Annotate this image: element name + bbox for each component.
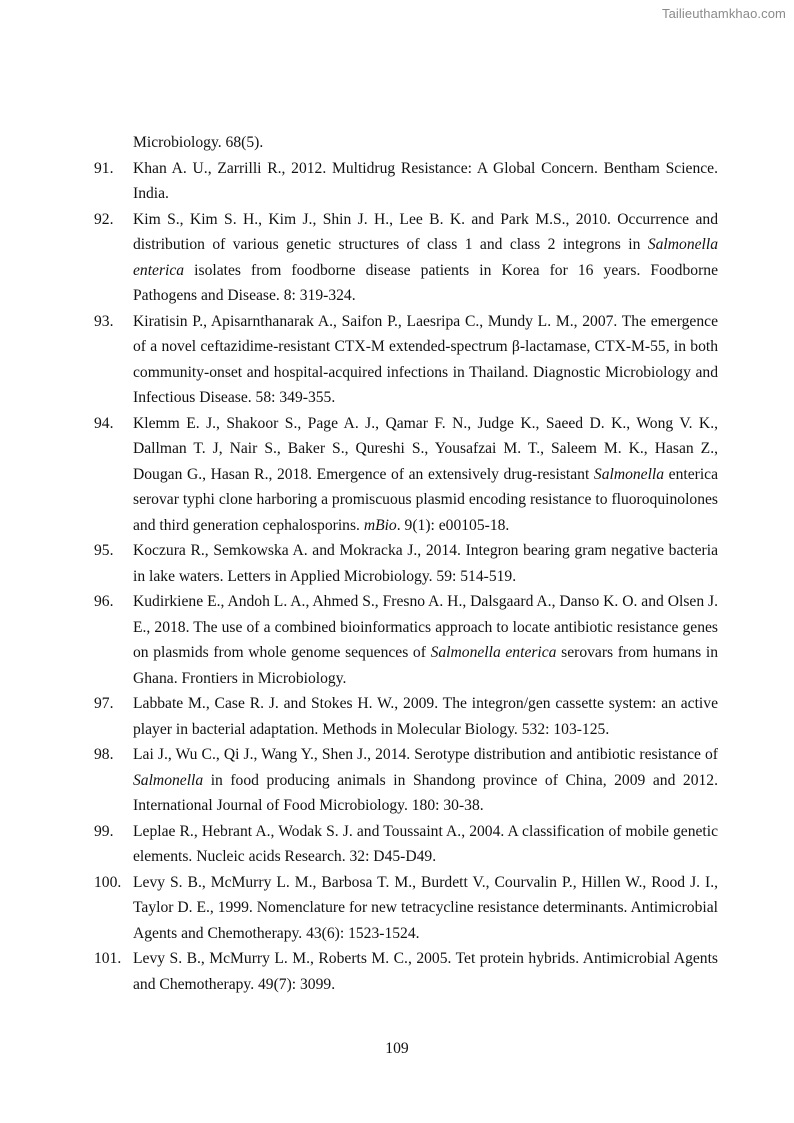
reference-segment: Kim S., Kim S. H., Kim J., Shin J. H., Lee B. K. and Park M.S., 2010. Occurrence and distribution of various genetic structures of class 1 and class 2 integrons in: [133, 210, 718, 253]
reference-number: 99.: [94, 822, 114, 840]
reference-number: 91.: [94, 159, 114, 177]
reference-segment: Leplae R., Hebrant A., Wodak S. J. and Toussaint A., 2004. A classification of mobile genetic elements. Nucleic acids Research. 32: D45-D49.: [133, 822, 718, 865]
reference-item: [94, 870, 718, 947]
reference-text: [133, 542, 718, 585]
reference-italic-segment: Salmonella: [593, 465, 665, 483]
reference-segment: Kudirkiene E., Andoh L. A., Ahmed S., Fresno A. H., Dalsgaard A., Danso K. O. and Olsen J. E., 2018. The use of a combined bioinformatics approach to locate antibiotic resistance genes on plasmids from whole genome sequences of: [133, 593, 718, 661]
reference-item: [94, 691, 718, 742]
reference-segment: . 9(1): e00105-18.: [396, 516, 510, 534]
reference-segment: Levy S. B., McMurry L. M., Roberts M. C., 2005. Tet protein hybrids. Antimicrobial Agents and Chemotherapy. 49(7): 3099.: [133, 950, 718, 993]
reference-continuation: [94, 130, 718, 156]
reference-segment: Kiratisin P., Apisarnthanarak A., Saifon P., Laesripa C., Mundy L. M., 2007. The emergence of a novel ceftazidime-resistant CTX-M extended-spectrum β-lactamase, CTX-M-55, in both community-onset and hospital-acquired infections in Thailand. Diagnostic Microbiology and Infectious Disease. 58: 349-355.: [133, 312, 718, 406]
reference-number: 96.: [94, 593, 114, 610]
reference-item: [94, 156, 718, 207]
reference-number: 97.: [94, 695, 114, 712]
reference-segment: Klemm E. J., Shakoor S., Page A. J., Qamar F. N., Judge K., Saeed D. K., Wong V. K., Dallman T. J, Nair S., Baker S., Qureshi S., Yousafzai M. T., Saleem M. K., Hasan Z., Dougan G., Hasan R., 2018. Emergence of an extensively drug-resistant: [133, 414, 718, 483]
reference-item: [94, 819, 718, 870]
reference-text: [133, 823, 718, 866]
reference-italic-segment: Salmonella: [133, 771, 204, 789]
reference-number: 95.: [94, 542, 114, 559]
reference-text: [133, 211, 718, 305]
reference-item: [94, 742, 718, 819]
reference-number: 100.: [94, 873, 122, 891]
reference-segment: in food producing animals in Shandong province of China, 2009 and 2012. International Journal of Food Microbiology. 180: 30-38.: [133, 771, 718, 814]
reference-item: [94, 538, 718, 589]
reference-text: [133, 874, 718, 942]
reference-text: [133, 746, 718, 814]
reference-text: [133, 593, 718, 687]
reference-segment: Levy S. B., McMurry L. M., Barbosa T. M., Burdett V., Courvalin P., Hillen W., Rood J. I., Taylor D. E., 1999. Nomenclature for new tetracycline resistance determinants. Antimicrobial Agents and Chemotherapy. 43(6): 1523-1524.: [133, 873, 718, 942]
watermark: Tailieuthamkhao.com: [661, 6, 786, 21]
page-number: 109: [385, 1040, 409, 1057]
reference-segment: serovars from humans in Ghana. Frontiers in Microbiology.: [133, 644, 718, 687]
reference-text: [133, 695, 718, 738]
reference-text: [133, 160, 718, 203]
reference-text: [133, 950, 718, 993]
reference-number: 92.: [94, 210, 114, 228]
reference-italic-segment: Salmonella enterica: [430, 644, 557, 661]
reference-segment: Labbate M., Case R. J. and Stokes H. W., 2009. The integron/gen cassette system: an active player in bacterial adaptation. Methods in Molecular Biology. 532: 103-125.: [133, 695, 718, 738]
reference-item: [94, 207, 718, 309]
reference-number: 93.: [94, 312, 114, 330]
reference-items: [94, 156, 718, 998]
reference-italic-segment: mBio: [363, 516, 397, 534]
reference-segment: isolates from foodborne disease patients in Korea for 16 years. Foodborne Pathogens and Disease. 8: 319-324.: [133, 261, 718, 304]
reference-segment: Khan A. U., Zarrilli R., 2012. Multidrug Resistance: A Global Concern. Bentham Science. India.: [133, 159, 718, 202]
reference-continuation-text: Microbiology. 68(5).: [133, 134, 264, 151]
reference-segment: Lai J., Wu C., Qi J., Wang Y., Shen J., 2014. Serotype distribution and antibiotic resistance of: [133, 746, 718, 763]
reference-segment: enterica serovar typhi clone harboring a promiscuous plasmid encoding resistance to fluoroquinolones and third generation cephalosporins.: [133, 465, 718, 534]
reference-number: 94.: [94, 414, 114, 432]
reference-item: [94, 589, 718, 691]
reference-list: [94, 130, 718, 997]
reference-number: 98.: [94, 746, 114, 763]
reference-segment: Koczura R., Semkowska A. and Mokracka J., 2014. Integron bearing gram negative bacteria in lake waters. Letters in Applied Microbiology. 59: 514-519.: [133, 542, 718, 585]
reference-text: [133, 313, 718, 407]
reference-item: [94, 309, 718, 411]
reference-number: 101.: [94, 950, 122, 967]
reference-item: [94, 411, 718, 539]
reference-text: [133, 415, 718, 534]
reference-italic-segment: Salmonella enterica: [133, 236, 718, 279]
reference-item: [94, 946, 718, 997]
